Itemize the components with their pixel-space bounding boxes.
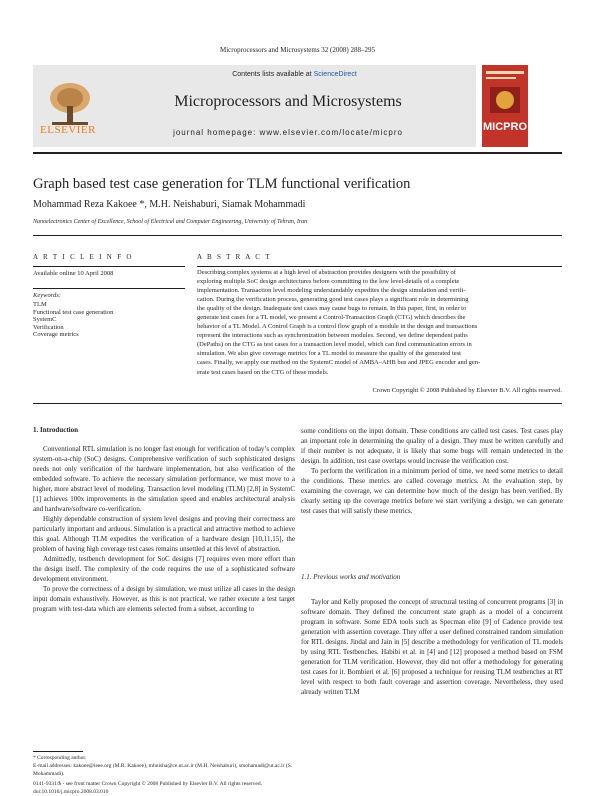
abstract-rule <box>197 266 562 267</box>
paragraph: To perform the verification in a minimum period of time, we need some metrics to detail the conditions. These metrics are called coverage metrics. At the evaluation step, by examining the coverage, we can determine how much of the design has been verified. By clearly setting up the coverage metrics before we start verifying a design, we can generate test cases that will satisfy these metrics. <box>301 467 563 515</box>
abstract-line: cation. During the verification process, generating good test cases plays a significant role in determining <box>197 296 469 304</box>
header-rule <box>33 152 562 154</box>
keyword-item: SystemC <box>33 316 57 323</box>
article-info-rule <box>33 288 185 289</box>
paper-authors: Mohammad Reza Kakoee *, M.H. Neishaburi, Siamak Mohammadi <box>33 199 306 210</box>
keywords-heading: Keywords: <box>33 292 61 299</box>
subsection-heading: 1.1. Previous works and motivation <box>301 573 401 581</box>
paragraph: Conventional RTL simulation is no longer fast enough for verification of today’s complex system-on-a-chip (SoC) designs. Comprehensive verification of such sophisticated designs needs not only verification of the hardware implementation, but also verification of the embedded software. To achieve the necessary simulation performance, we must move to a higher, more abstract level of modeling. Transaction level modeling (TLM) [2,8] in SystemC [1] achieves 100x improvements in the simulation speed and enables architectural analysis and hardware/software co-verification. <box>33 445 295 513</box>
abstract-copyright: Crown Copyright © 2008 Published by Elsevier B.V. All rights reserved. <box>372 387 562 394</box>
available-online: Available online 10 April 2008 <box>33 270 114 277</box>
section-rule <box>33 403 562 404</box>
paragraph: Admittedly, testbench development for SoC designs [7] requires even more effort than the design itself. The complexity of the code requires the use of a sophisticated software development environment. <box>33 555 295 583</box>
author-affiliation: Nanoelectronics Center of Excellence, School of Electrical and Computer Engineering, University of Tehran, Iran <box>33 219 308 225</box>
cover-title: MICPRO <box>483 121 527 133</box>
paragraph: To prove the correctness of a design by simulation, we must utilize all cases in the design input domain exhaustively. However, as this is not practical, we rather execute a test target program with test-data which are elements selected from a subset, according to <box>33 585 295 613</box>
left-column <box>33 444 295 614</box>
section-heading: 1. Introduction <box>33 426 78 434</box>
abstract-line: Describing complex systems at a high level of abstraction provides designers with the possibility of <box>197 269 456 276</box>
section-rule <box>33 235 562 236</box>
journal-homepage[interactable]: journal homepage: www.elsevier.com/locate/micpro <box>173 128 403 137</box>
publisher-name: ELSEVIER <box>40 124 96 136</box>
keyword-item: Coverage metrics <box>33 331 79 338</box>
paragraph: Highly dependable construction of system level designs and proving their correctness are particularly important and arduous. Simulation is a practical and attractive method to achieve this goal. Although TLM expedites the verification of a hardware design [10,11,15], the problem of having high coverage test cases remains unsettled at this level of abstraction. <box>33 515 295 553</box>
keyword-item: Verification <box>33 323 64 331</box>
right-column <box>301 426 563 516</box>
journal-cover-image <box>482 65 528 147</box>
abstract-line: implementation. Transaction level modeling understandably expedites the design simulation and verifi- <box>197 287 466 295</box>
contents-prefix: Contents lists available at <box>232 71 312 78</box>
doi-line[interactable]: doi:10.1016/j.micpro.2008.03.010 <box>33 789 109 795</box>
abstract-line: simulation. We also give coverage metrics for a TL model to measure the quality of the generated test <box>197 350 461 358</box>
article-info-rule <box>33 266 185 267</box>
article-info-heading: A R T I C L E I N F O <box>33 253 134 261</box>
elsevier-tree-logo-icon <box>40 78 100 130</box>
right-column-continued <box>301 597 563 697</box>
journal-reference: Microprocessors and Microsystems 32 (2008) 288–295 <box>220 46 375 54</box>
abstract-text <box>197 268 562 377</box>
contents-availability <box>33 71 556 78</box>
paper-title: Graph based test case generation for TLM functional verification <box>33 176 411 192</box>
paragraph: Taylor and Kelly proposed the concept of structural testing of concurrent programs [3] in software domain. They defined the concurrent state graph as a model of a concurrent program in software. Some EDA tools such as Specman elite [9] of Cadence provide test generation with assertion coverage. They offer a user defined constrained random simulation for RTL designs. Jindal and Jain in [5] describe a methodology for verification of TL models by using RTL Testbenches. Habibi et al. in [4] and [12] proposed a method based on FSM generation for TLM verification. However, they did not offer a methodology for generating test cases for it. Bombieri et al. [6] proposed a technique for reusing TLM testbenches at RT level with respect to both fault coverage and assertion coverage. Nevertheless, they used already written TLM <box>301 598 563 696</box>
abstract-line: erate test cases based on the CTG of these models. <box>197 368 329 376</box>
footnotes <box>33 754 295 778</box>
issn-line: 0141-9331/$ - see front matter Crown Copyright © 2008 Published by Elsevier B.V. All rights reserved. <box>33 781 262 787</box>
corresponding-author-note: * Corresponding author. <box>33 755 87 761</box>
abstract-line: generate test cases for a TL model, we present a Control-Transaction Graph (CTG) which describes the <box>197 314 466 322</box>
paragraph: some conditions on the input domain. These conditions are called test cases. Test cases play an important role in determining the quality of a design. They must be written carefully and if their number is not adequate, it is likely that some bugs will remain undetected in the design. In addition, test case overlaps would increase the verification cost. <box>301 427 563 465</box>
abstract-line: cases. Finally, we apply our method on the SystemC model of AMBA–AHB bus and JPEG encoder and gen- <box>197 359 481 367</box>
keyword-item: Functional test case generation <box>33 308 114 316</box>
keyword-item: TLM <box>33 301 47 308</box>
email-addresses: E-mail addresses: kakoee@ieee.org (M.R. Kakoee), mhnisha@ce.ut.ac.ir (M.H. Neishaburi), smohamadi@ut.ac.ir (S. Mohammadi). <box>33 763 293 777</box>
journal-title: Microprocessors and Microsystems <box>174 93 402 110</box>
keywords-list <box>33 301 113 339</box>
abstract-line: behavior of a TL Model. A Control Graph is a control flow graph of a module in the design and transactions <box>197 323 478 331</box>
abstract-line: the quality of the design. Inadequate test cases may cause bugs to remain. In this paper, first, in order to <box>197 305 467 313</box>
footnote-rule <box>33 751 83 752</box>
sciencedirect-link[interactable]: ScienceDirect <box>313 71 357 78</box>
abstract-line: (DePaths) on the CTG as test cases for a transaction level model, which can find communication errors in <box>197 341 472 349</box>
abstract-line: exploring multiple SoC design architectures before committing to the low level-details of a complete <box>197 278 460 286</box>
abstract-heading: A B S T R A C T <box>197 253 272 261</box>
abstract-line: represent the interactions such as synchronization between modules. Second, we define dependent paths <box>197 332 468 340</box>
